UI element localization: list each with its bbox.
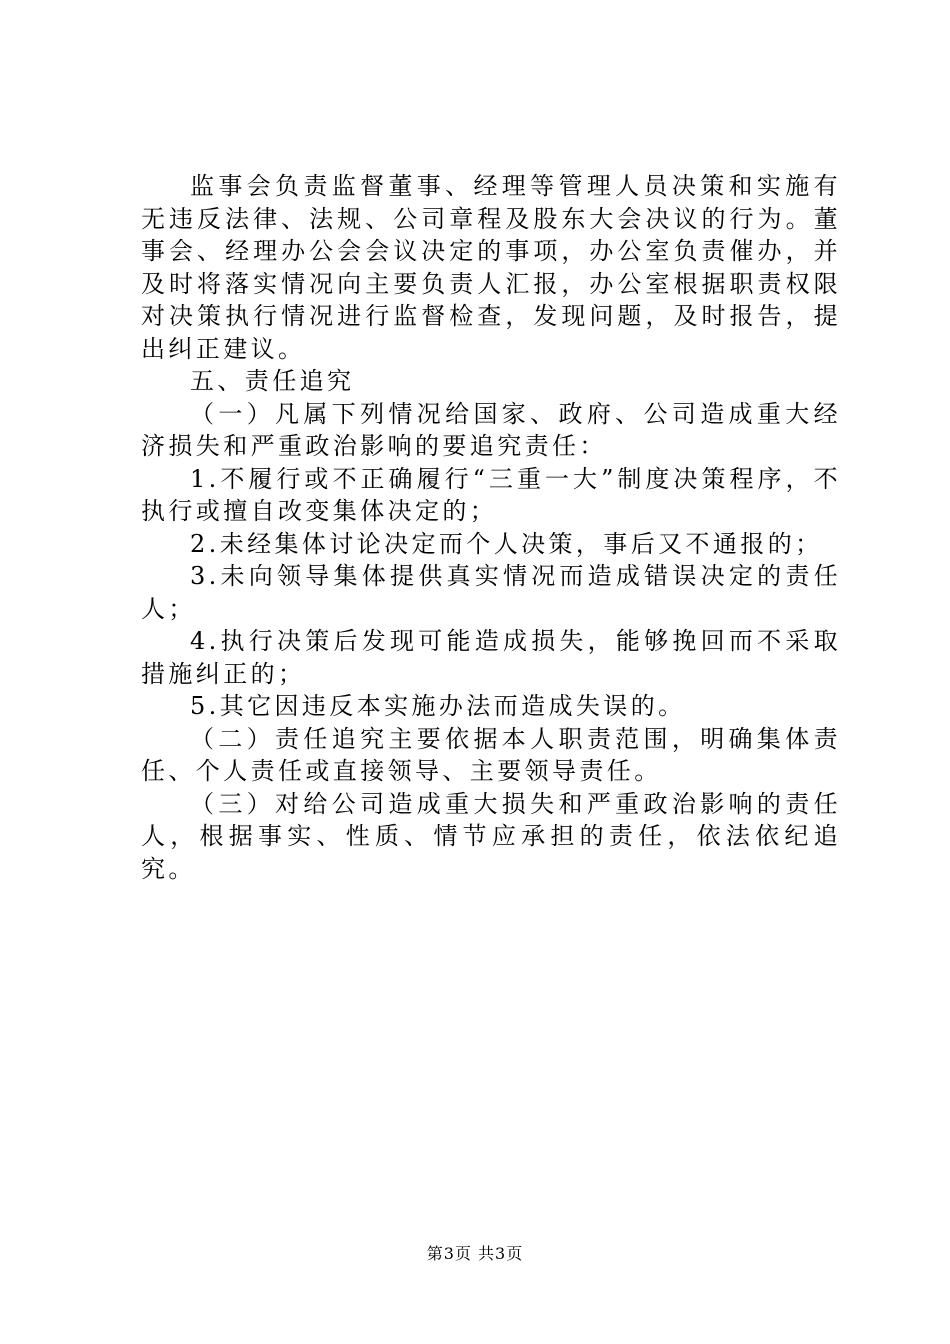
- paragraph-clause-2: （二）责任追究主要依据本人职责范围，明确集体责任、个人责任或直接领导、主要领导责任。: [141, 724, 841, 785]
- list-item-3: 3.未向领导集体提供真实情况而造成错误决定的责任人；: [141, 562, 841, 623]
- paragraph-clause-3: （三）对给公司造成重大损失和严重政治影响的责任人，根据事实、性质、情节应承担的责任，依法依纪追究。: [141, 789, 841, 883]
- list-item-5: 5.其它因违反本实施办法而造成失误的。: [190, 692, 686, 720]
- list-item-4: 4.执行决策后发现可能造成损失，能够挽回而不采取措施纠正的；: [141, 627, 841, 688]
- list-item-2: 2.未经集体讨论决定而个人决策，事后又不通报的；: [190, 529, 823, 558]
- paragraph-supervision: 监事会负责监督董事、经理等管理人员决策和实施有无违反法律、法规、公司章程及股东大会决议的行为。董事会、经理办公会会议决定的事项，办公室负责催办，并及时将落实情况向主要负责人汇报，办公室根据职责权限对决策执行情况进行监督检查，发现问题，及时报告，提出纠正建议。: [141, 172, 841, 363]
- paragraph-clause-1: （一）凡属下列情况给国家、政府、公司造成重大经济损失和严重政治影响的要追究责任：: [141, 399, 841, 460]
- section-heading-accountability: 五、责任追究: [190, 367, 355, 395]
- list-item-1: 1.不履行或不正确履行“三重一大”制度决策程序，不执行或擅自改变集体决定的；: [141, 464, 841, 525]
- page-number-footer: 第3页 共3页: [426, 1244, 524, 1263]
- document-body: [141, 170, 841, 885]
